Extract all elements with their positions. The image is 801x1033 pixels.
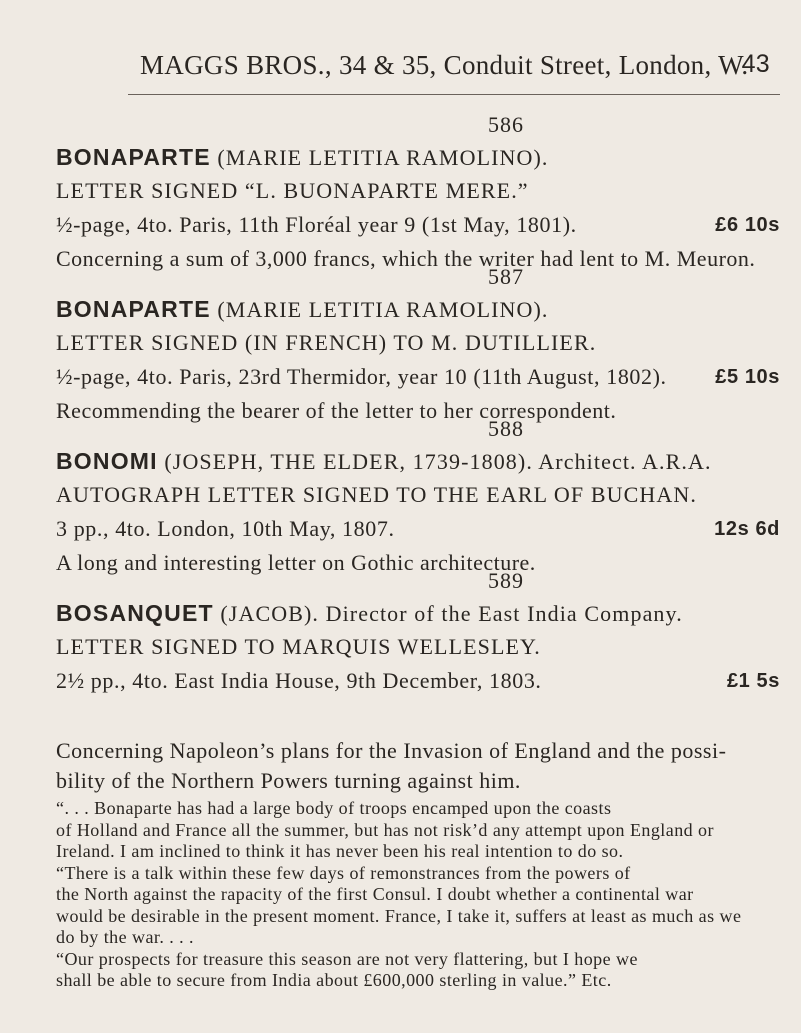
catalogue-entry	[40, 566, 780, 698]
quotation-line: the North against the rapacity of the first Consul. I doubt whether a continental war	[56, 884, 694, 904]
entry-heading	[56, 140, 780, 174]
running-header	[140, 50, 770, 81]
entry-title: LETTER SIGNED TO MARQUIS WELLESLEY.	[56, 634, 541, 659]
entry-details	[56, 360, 780, 394]
lot-number: 586	[488, 112, 524, 137]
entry-title: LETTER SIGNED “L. BUONAPARTE MERE.”	[56, 178, 529, 203]
quotation-line: Ireland. I am inclined to think it has never been his real intention to do so.	[56, 841, 624, 861]
entry-name-detail: (JACOB). Director of the East India Company.	[213, 601, 683, 626]
catalogue-entry	[40, 414, 780, 580]
catalogue-entry	[40, 110, 780, 276]
quotation-line: “. . . Bonaparte has had a large body of troops encamped upon the coasts	[56, 798, 612, 818]
quotation-line: “Our prospects for treasure this season are not very flattering, but I hope we	[56, 948, 638, 969]
entry-details	[56, 208, 780, 242]
entry-description: A long and interesting letter on Gothic architecture.	[56, 550, 536, 575]
entry-name-detail: (MARIE LETITIA RAMOLINO).	[210, 297, 549, 322]
entry-details	[56, 664, 780, 698]
entry-name-detail: (JOSEPH, THE ELDER, 1739-1808). Architect. A.R.A.	[157, 449, 712, 474]
entry-name-detail: (MARIE LETITIA RAMOLINO).	[210, 145, 549, 170]
quotation-line: would be desirable in the present moment. France, I take it, suffers at least as much as we	[56, 905, 742, 926]
entry-collation: 3 pp., 4to. London, 10th May, 1807.	[56, 516, 395, 541]
quotation-line: “There is a talk within these few days of remonstrances from the powers of	[56, 862, 631, 883]
entry-name: BONOMI	[56, 448, 158, 474]
entry-description: Concerning a sum of 3,000 francs, which the writer had lent to M. Meuron.	[56, 246, 756, 271]
entry-title: AUTOGRAPH LETTER SIGNED TO THE EARL OF BUCHAN.	[56, 482, 697, 507]
letter-quotation	[56, 798, 780, 992]
lot-number: 588	[488, 416, 524, 441]
description-line: Concerning Napoleon’s plans for the Invasion of England and the possi-	[56, 738, 727, 763]
entry-collation: 2½ pp., 4to. East India House, 9th December, 1803.	[56, 668, 542, 693]
header-rule	[128, 94, 780, 95]
quotation-line: do by the war. . . .	[56, 927, 194, 947]
entry-name: BONAPARTE	[56, 144, 211, 170]
entry-heading	[56, 596, 780, 630]
entry-price: 12s 6d	[714, 518, 780, 540]
page-number: 43	[741, 50, 770, 78]
entry-name: BONAPARTE	[56, 296, 211, 322]
lot-number: 587	[488, 264, 524, 289]
catalogue-entry	[40, 262, 780, 428]
entry-title: LETTER SIGNED (IN FRENCH) TO M. DUTILLIER.	[56, 330, 597, 355]
entry-price: £1 5s	[726, 670, 780, 692]
quotation-line: shall be able to secure from India about £600,000 sterling in value.” Etc.	[56, 970, 612, 990]
quotation-line: of Holland and France all the summer, but has not risk’d any attempt upon England or	[56, 819, 714, 840]
entry-details	[56, 512, 780, 546]
entry-description: Recommending the bearer of the letter to her correspondent.	[56, 398, 617, 423]
description-line: bility of the Northern Powers turning against him.	[56, 768, 521, 793]
entry-heading	[56, 444, 780, 478]
entry-heading	[56, 292, 780, 326]
entry-collation: ½-page, 4to. Paris, 23rd Thermidor, year 10 (11th August, 1802).	[56, 364, 667, 389]
entry-price: £5 10s	[715, 366, 780, 388]
entry-name: BOSANQUET	[56, 600, 214, 626]
entry-price: £6 10s	[715, 214, 780, 236]
running-title: MAGGS BROS., 34 & 35, Conduit Street, London, W.	[140, 50, 749, 80]
lot-number: 589	[488, 568, 524, 593]
entry-collation: ½-page, 4to. Paris, 11th Floréal year 9 (1st May, 1801).	[56, 212, 577, 237]
entry-description	[56, 736, 780, 796]
